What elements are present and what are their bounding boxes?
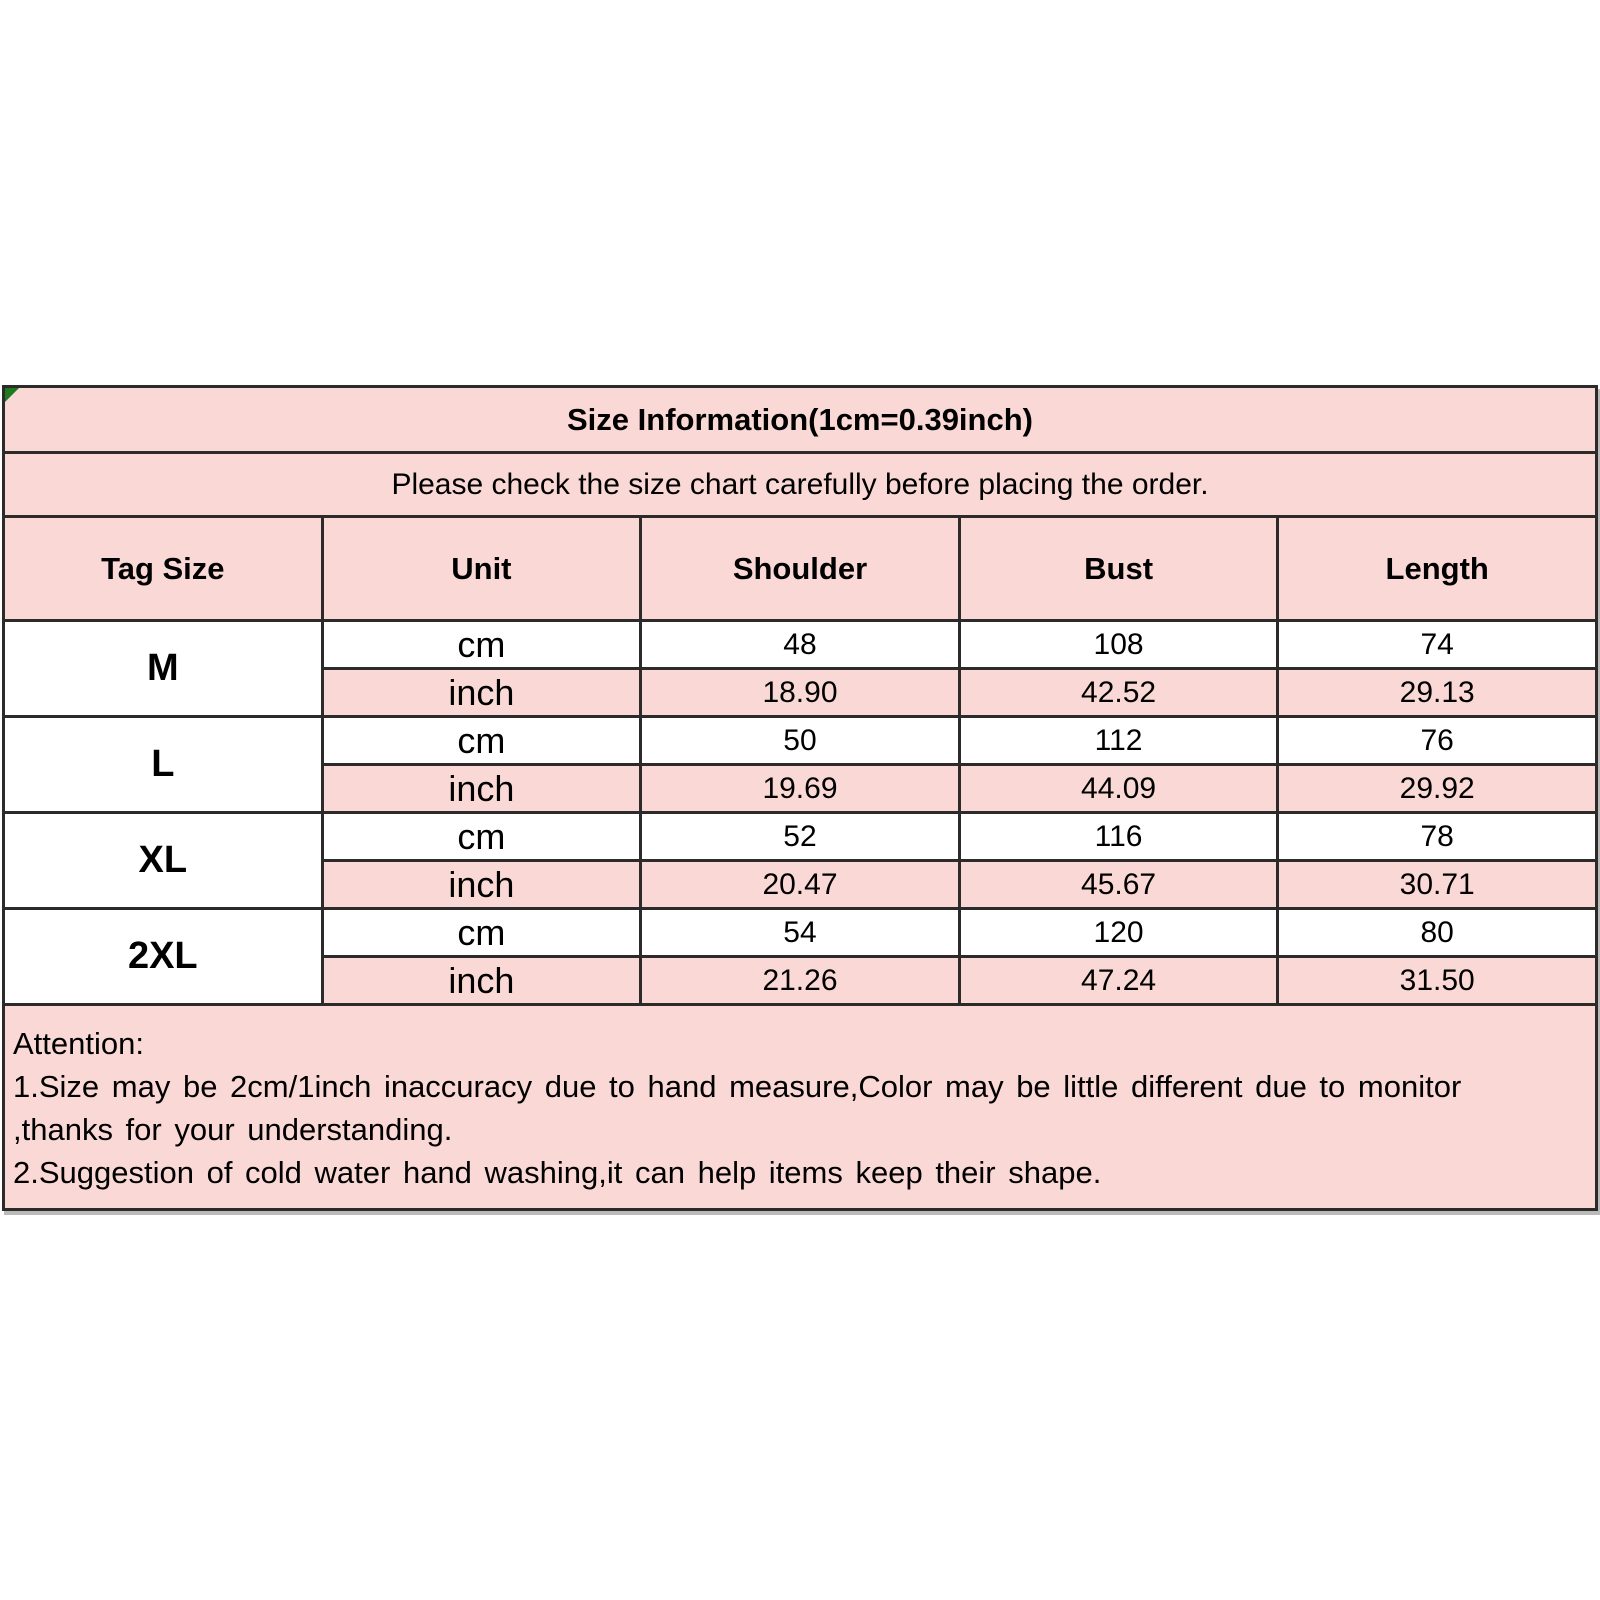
size-chart-table-container [2, 385, 1598, 1211]
shoulder-value: 52 [641, 813, 960, 861]
table-title: Size Information(1cm=0.39inch) [4, 387, 1597, 453]
unit-label: cm [322, 909, 641, 957]
column-header-tag-size: Tag Size [4, 517, 323, 621]
subtitle-row [4, 453, 1597, 517]
column-header-shoulder: Shoulder [641, 517, 960, 621]
bust-value: 45.67 [959, 861, 1278, 909]
length-value: 78 [1278, 813, 1597, 861]
table-row [4, 717, 1597, 765]
attention-heading: Attention: [13, 1026, 144, 1061]
table-subtitle: Please check the size chart carefully before placing the order. [4, 453, 1597, 517]
unit-label: inch [322, 669, 641, 717]
shoulder-value: 54 [641, 909, 960, 957]
table-row [4, 909, 1597, 957]
bust-value: 108 [959, 621, 1278, 669]
attention-line-3: 2.Suggestion of cold water hand washing,it can help items keep their shape. [13, 1155, 1102, 1190]
length-value: 74 [1278, 621, 1597, 669]
length-value: 30.71 [1278, 861, 1597, 909]
bust-value: 116 [959, 813, 1278, 861]
shoulder-value: 18.90 [641, 669, 960, 717]
table-row [4, 813, 1597, 861]
unit-label: inch [322, 957, 641, 1005]
shoulder-value: 50 [641, 717, 960, 765]
table-row [4, 621, 1597, 669]
header-row [4, 517, 1597, 621]
length-value: 76 [1278, 717, 1597, 765]
column-header-unit: Unit [322, 517, 641, 621]
green-corner-marker-icon [5, 388, 19, 402]
tag-size-m: M [4, 621, 323, 717]
shoulder-value: 48 [641, 621, 960, 669]
length-value: 29.13 [1278, 669, 1597, 717]
bust-value: 44.09 [959, 765, 1278, 813]
attention-note-block [2, 1006, 1598, 1211]
tag-size-2xl: 2XL [4, 909, 323, 1005]
length-value: 31.50 [1278, 957, 1597, 1005]
tag-size-l: L [4, 717, 323, 813]
column-header-bust: Bust [959, 517, 1278, 621]
length-value: 29.92 [1278, 765, 1597, 813]
bust-value: 47.24 [959, 957, 1278, 1005]
shoulder-value: 20.47 [641, 861, 960, 909]
attention-line-1: 1.Size may be 2cm/1inch inaccuracy due to hand measure,Color may be little different due to monitor [13, 1069, 1462, 1104]
unit-label: cm [322, 621, 641, 669]
unit-label: inch [322, 765, 641, 813]
title-row [4, 387, 1597, 453]
length-value: 80 [1278, 909, 1597, 957]
column-header-length: Length [1278, 517, 1597, 621]
attention-line-2: ,thanks for your understanding. [13, 1112, 453, 1147]
bust-value: 120 [959, 909, 1278, 957]
bust-value: 42.52 [959, 669, 1278, 717]
unit-label: cm [322, 813, 641, 861]
tag-size-xl: XL [4, 813, 323, 909]
unit-label: cm [322, 717, 641, 765]
shoulder-value: 21.26 [641, 957, 960, 1005]
shoulder-value: 19.69 [641, 765, 960, 813]
unit-label: inch [322, 861, 641, 909]
bust-value: 112 [959, 717, 1278, 765]
size-table [2, 385, 1598, 1006]
